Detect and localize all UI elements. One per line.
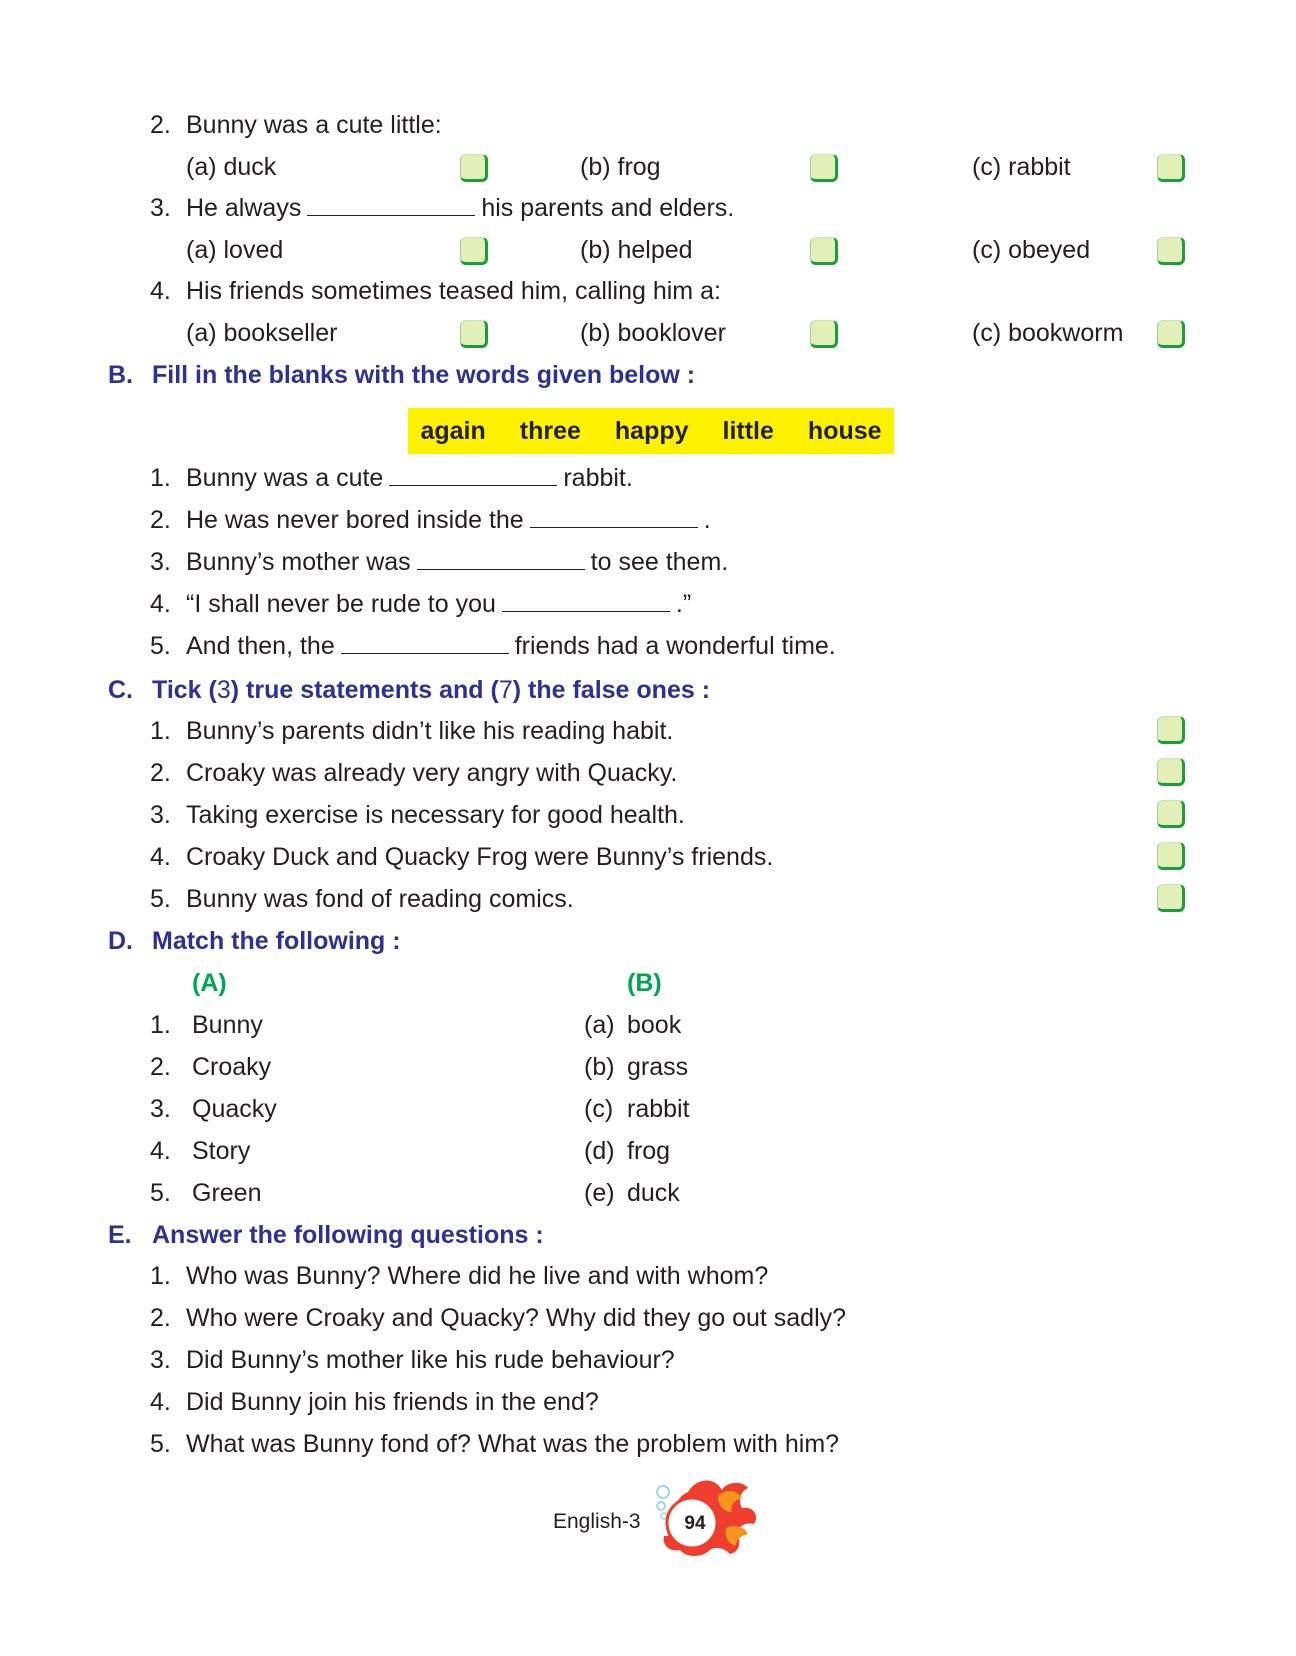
answer-checkbox[interactable] <box>810 237 838 265</box>
section-c-title: Tick (3) true statements and (7) the false ones : <box>152 676 711 704</box>
tick-symbol: 3 <box>216 676 231 704</box>
column-a-heading: (A) <box>192 969 227 997</box>
item-number: 1. <box>150 464 171 492</box>
match-answer: duck <box>627 1179 680 1207</box>
option-b: (b) booklover <box>580 319 726 347</box>
statement-text: Bunny’s parents didn’t like his reading habit. <box>186 717 674 745</box>
item-number: 4. <box>150 590 171 618</box>
item-number: 1. <box>150 1011 171 1039</box>
item-number: 5. <box>150 885 171 913</box>
page-number: 94 <box>684 1513 706 1534</box>
book-title: English-3 <box>553 1510 641 1533</box>
cross-symbol: 7 <box>498 676 513 704</box>
question-text: His friends sometimes teased him, calling him a: <box>186 277 721 305</box>
item-number: 1. <box>150 717 171 745</box>
match-answer: frog <box>627 1137 671 1165</box>
question-text: What was Bunny fond of? What was the problem with him? <box>186 1430 840 1458</box>
question-text: Did Bunny’s mother like his rude behaviour? <box>186 1346 675 1374</box>
item-number: 3. <box>150 1095 171 1123</box>
section-d-letter: D. <box>108 927 133 955</box>
section-e-letter: E. <box>108 1221 132 1249</box>
section-c-letter: C. <box>108 676 133 704</box>
tick-box[interactable] <box>1157 800 1185 828</box>
section-e-title: Answer the following questions : <box>152 1221 544 1249</box>
answer-checkbox[interactable] <box>1157 154 1185 182</box>
word-bank-word: happy <box>614 416 689 445</box>
word-bank-word: three <box>519 416 581 445</box>
column-b-heading: (B) <box>627 969 662 997</box>
match-label: (a) <box>584 1011 615 1039</box>
answer-checkbox[interactable] <box>1157 320 1185 348</box>
match-answer: book <box>627 1011 682 1039</box>
question-text: Who was Bunny? Where did he live and with whom? <box>186 1262 769 1290</box>
tick-box[interactable] <box>1157 716 1185 744</box>
word-bank-word: house <box>807 416 882 445</box>
item-text: “I shall never be rude to you .” <box>186 590 692 618</box>
word-bank-word: again <box>420 416 486 445</box>
item-text: Bunny was a cute rabbit. <box>186 464 633 492</box>
item-number: 2. <box>150 506 171 534</box>
item-number: 5. <box>150 1179 171 1207</box>
tick-box[interactable] <box>1157 842 1185 870</box>
item-number: 2. <box>150 759 171 787</box>
match-term: Green <box>192 1179 262 1207</box>
item-number: 3. <box>150 1346 171 1374</box>
word-bank-word: little <box>722 416 774 445</box>
statement-text: Croaky Duck and Quacky Frog were Bunny’s friends. <box>186 843 774 871</box>
section-b-title: Fill in the blanks with the words given below : <box>152 361 696 389</box>
statement-text: Bunny was fond of reading comics. <box>186 885 574 913</box>
match-label: (e) <box>584 1179 615 1207</box>
match-label: (d) <box>584 1137 615 1165</box>
item-number: 3. <box>150 548 171 576</box>
option-c: (c) bookworm <box>972 319 1124 347</box>
tick-box[interactable] <box>1157 758 1185 786</box>
fill-blank[interactable] <box>530 505 698 528</box>
item-text: Bunny’s mother was to see them. <box>186 548 729 576</box>
option-a: (a) duck <box>186 153 277 181</box>
match-answer: rabbit <box>627 1095 690 1123</box>
match-label: (c) <box>584 1095 614 1123</box>
question-number: 2. <box>150 111 171 139</box>
answer-checkbox[interactable] <box>460 320 488 348</box>
answer-checkbox[interactable] <box>810 154 838 182</box>
item-number: 2. <box>150 1304 171 1332</box>
option-a: (a) loved <box>186 236 284 264</box>
match-term: Story <box>192 1137 251 1165</box>
statement-text: Taking exercise is necessary for good health. <box>186 801 685 829</box>
item-number: 4. <box>150 843 171 871</box>
word-bank <box>408 408 894 454</box>
question-text: He always his parents and elders. <box>186 194 735 222</box>
item-number: 5. <box>150 1430 171 1458</box>
answer-checkbox[interactable] <box>460 237 488 265</box>
answer-checkbox[interactable] <box>1157 237 1185 265</box>
fill-blank[interactable] <box>341 631 509 654</box>
answer-checkbox[interactable] <box>460 154 488 182</box>
item-text: And then, the friends had a wonderful time. <box>186 632 836 660</box>
fill-blank[interactable] <box>417 547 585 570</box>
tick-box[interactable] <box>1157 884 1185 912</box>
match-answer: grass <box>627 1053 689 1081</box>
option-b: (b) helped <box>580 236 693 264</box>
item-number: 4. <box>150 1388 171 1416</box>
item-number: 5. <box>150 632 171 660</box>
option-a: (a) bookseller <box>186 319 338 347</box>
fill-blank[interactable] <box>502 589 670 612</box>
fill-blank[interactable] <box>389 463 557 486</box>
option-b: (b) frog <box>580 153 661 181</box>
item-text: He was never bored inside the . <box>186 506 711 534</box>
question-text: Bunny was a cute little: <box>186 111 442 139</box>
question-number: 3. <box>150 194 171 222</box>
option-c: (c) obeyed <box>972 236 1091 264</box>
section-b-letter: B. <box>108 361 133 389</box>
question-text: Who were Croaky and Quacky? Why did they go out sadly? <box>186 1304 847 1332</box>
question-number: 4. <box>150 277 171 305</box>
question-text: Did Bunny join his friends in the end? <box>186 1388 599 1416</box>
match-label: (b) <box>584 1053 615 1081</box>
match-term: Bunny <box>192 1011 263 1039</box>
match-term: Croaky <box>192 1053 272 1081</box>
section-d-title: Match the following : <box>152 927 401 955</box>
option-c: (c) rabbit <box>972 153 1071 181</box>
item-number: 2. <box>150 1053 171 1081</box>
item-number: 4. <box>150 1137 171 1165</box>
match-term: Quacky <box>192 1095 277 1123</box>
fill-blank[interactable] <box>307 193 475 216</box>
item-number: 3. <box>150 801 171 829</box>
answer-checkbox[interactable] <box>810 320 838 348</box>
statement-text: Croaky was already very angry with Quacky. <box>186 759 678 787</box>
item-number: 1. <box>150 1262 171 1290</box>
